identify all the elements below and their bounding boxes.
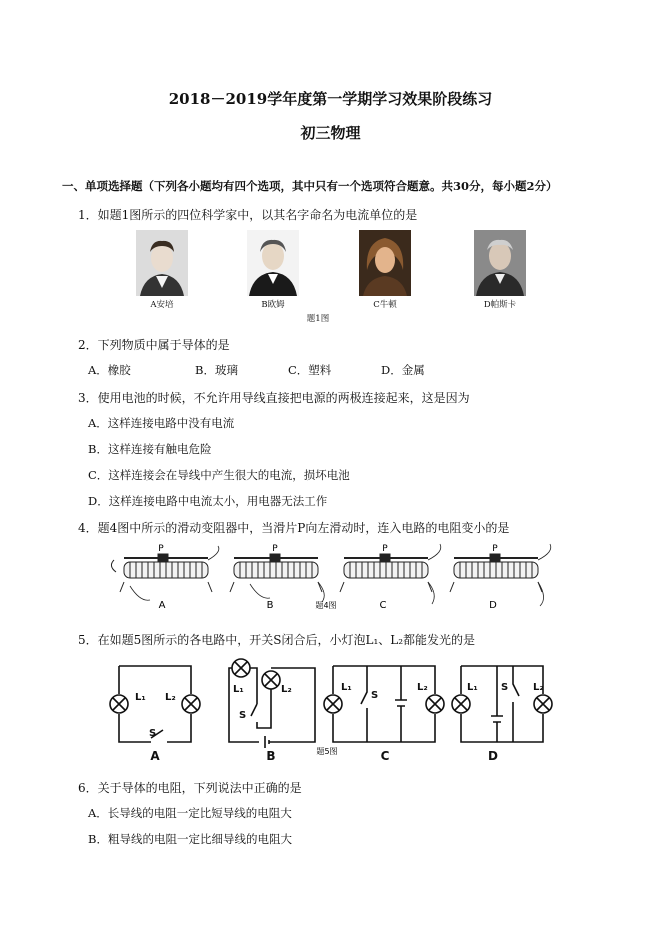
circuit-b-label: B — [266, 749, 276, 762]
caption-c: C牛顿 — [373, 300, 397, 310]
circuit-b — [229, 659, 315, 748]
portrait-ohm — [247, 230, 299, 296]
caption-a: A安培 — [150, 300, 174, 310]
rheostat-b-slider-label: P — [272, 544, 278, 554]
circuit-b-lamp2-label: L₂ — [281, 684, 292, 695]
q6-option-a: A．长导线的电阻一定比短导线的电阻大 — [88, 806, 292, 820]
circuit-a-label: A — [150, 749, 160, 762]
circuit-c — [324, 666, 444, 742]
circuit-a-switch-label: S — [149, 728, 157, 739]
circuit-c-label: C — [380, 749, 390, 762]
caption-d: D帕斯卡 — [483, 300, 517, 310]
rheostat-a-slider-label: P — [158, 544, 164, 554]
question-2-stem: 2．下列物质中属于导体的是 — [78, 338, 230, 352]
figure-1-label: 题1图 — [306, 314, 330, 324]
question-6-stem: 6．关于导体的电阻，下列说法中正确的是 — [78, 781, 302, 795]
circuit-a-lamp1-label: L₁ — [135, 692, 146, 703]
portrait-pascal — [474, 230, 526, 296]
figure-5-label: 题5图 — [316, 747, 338, 756]
question-3-stem: 3．使用电池的时候，不允许用导线直接把电源的两极连接起来，这是因为 — [78, 391, 470, 405]
circuit-c-switch-label: S — [371, 690, 379, 701]
rheostat-b — [230, 554, 324, 602]
circuit-d-lamp1-label: L₁ — [467, 682, 478, 693]
circuit-c-lamp2-label: L₂ — [417, 682, 428, 693]
q3-option-a: A．这样连接电路中没有电流 — [88, 416, 235, 430]
document-subtitle: 初三物理 — [300, 124, 361, 142]
portrait-ampere — [136, 230, 188, 296]
question-1-stem: 1．如题1图所示的四位科学家中，以其名字命名为电流单位的是 — [78, 208, 418, 222]
q2-option-b: B．玻璃 — [195, 363, 238, 377]
q2-option-d: D．金属 — [381, 363, 425, 377]
q2-option-a: A．橡胶 — [88, 363, 131, 377]
rheostat-c — [340, 544, 441, 604]
rheostat-d-slider-label: P — [492, 544, 498, 554]
circuit-d-label: D — [488, 749, 498, 762]
rheostat-figure — [110, 542, 560, 614]
rheostat-a — [111, 546, 218, 600]
rheostat-b-label: B — [266, 600, 274, 611]
portrait-newton — [359, 230, 411, 296]
q3-option-b: B．这样连接有触电危险 — [88, 442, 212, 456]
circuit-figure — [105, 656, 555, 762]
circuit-b-lamp1-label: L₁ — [233, 684, 244, 695]
q3-option-d: D．这样连接电路中电流太小，用电器无法工作 — [88, 494, 328, 508]
caption-b: B欧姆 — [261, 300, 285, 310]
rheostat-a-label: A — [158, 600, 166, 611]
q2-option-c: C．塑料 — [288, 363, 332, 377]
rheostat-c-slider-label: P — [382, 544, 388, 554]
rheostat-d-label: D — [489, 600, 497, 611]
q3-option-c: C．这样连接会在导线中产生很大的电流，损坏电池 — [88, 468, 350, 482]
circuit-d-switch-label: S — [501, 682, 509, 693]
rheostat-c-label: C — [379, 600, 387, 611]
document-title: 2018－2019学年度第一学期学习效果阶段练习 — [168, 90, 493, 108]
section-heading: 一、单项选择题（下列各小题均有四个选项，其中只有一个选项符合题意。共30分，每小题2分） — [62, 179, 558, 193]
circuit-d — [452, 666, 552, 742]
circuit-d-lamp2-label: L₂ — [533, 682, 544, 693]
rheostat-d — [450, 544, 551, 606]
q6-option-b: B．粗导线的电阻一定比细导线的电阻大 — [88, 832, 292, 846]
circuit-a-lamp2-label: L₂ — [165, 692, 176, 703]
question-4-stem: 4．题4图中所示的滑动变阻器中，当滑片P向左滑动时，连入电路的电阻变小的是 — [78, 521, 510, 535]
figure-4-label: 题4图 — [315, 601, 337, 610]
question-5-stem: 5．在如题5图所示的各电路中，开关S闭合后，小灯泡L₁、L₂都能发光的是 — [78, 633, 476, 647]
circuit-b-switch-label: S — [239, 710, 247, 721]
circuit-c-lamp1-label: L₁ — [341, 682, 352, 693]
